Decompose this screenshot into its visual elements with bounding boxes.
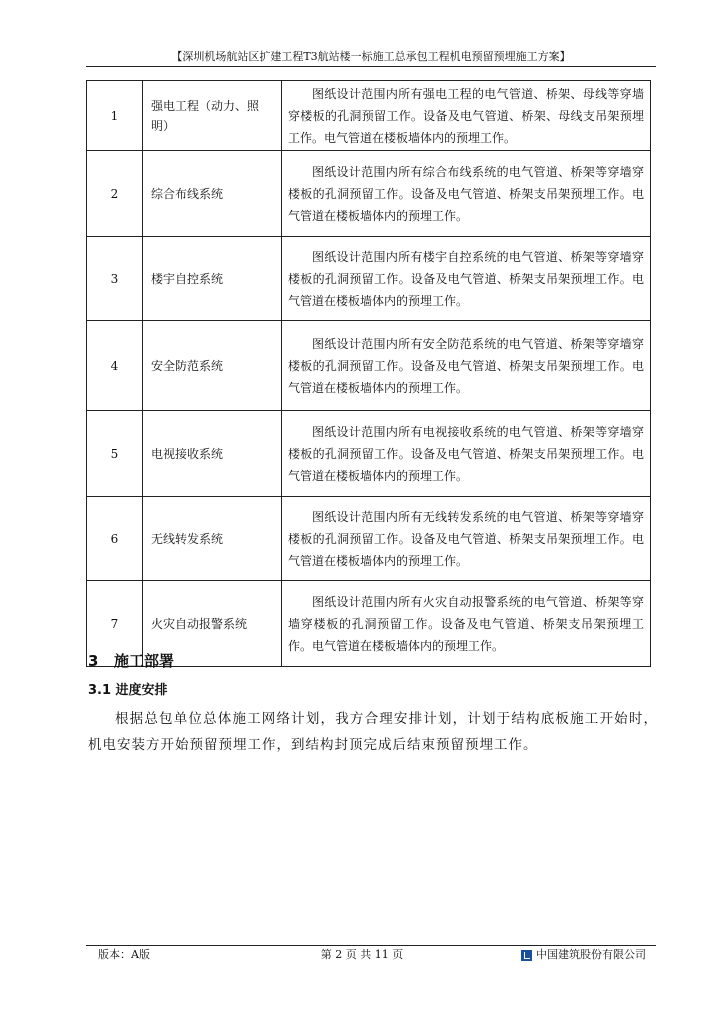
body-paragraph: 根据总包单位总体施工网络计划，我方合理安排计划，计划于结构底板施工开始时，机电安装方开始预留预埋工作，到结构封顶完成后结束预留预埋工作。	[88, 711, 658, 753]
table-row	[87, 497, 651, 581]
row-number: 5	[87, 411, 143, 497]
table-row	[87, 237, 651, 321]
system-description: 图纸设计范围内所有楼宇自控系统的电气管道、桥架等穿墙穿楼板的孔洞预留工作。设备及电气管道、桥架支吊架预埋工作。电气管道在楼板墙体内的预埋工作。	[282, 237, 651, 321]
row-number: 3	[87, 237, 143, 321]
row-number: 1	[87, 81, 143, 151]
row-number: 2	[87, 151, 143, 237]
system-name: 综合布线系统	[143, 151, 282, 237]
footer-divider	[86, 945, 656, 946]
row-number: 4	[87, 321, 143, 411]
section-number: 3	[88, 652, 99, 670]
table-row	[87, 151, 651, 237]
section-title: 施工部署	[114, 652, 175, 670]
system-description: 图纸设计范围内所有综合布线系统的电气管道、桥架等穿墙穿楼板的孔洞预留工作。设备及电气管道、桥架支吊架预埋工作。电气管道在楼板墙体内的预埋工作。	[282, 151, 651, 237]
table-row	[87, 321, 651, 411]
section-heading	[88, 650, 174, 671]
page-header: 【深圳机场航站区扩建工程T3航站楼一标施工总承包工程机电预留预埋施工方案】	[171, 50, 571, 63]
system-name: 火灾自动报警系统	[143, 581, 282, 667]
row-number: 7	[87, 581, 143, 667]
system-description: 图纸设计范围内所有强电工程的电气管道、桥架、母线等穿墙穿楼板的孔洞预留工作。设备及电气管道、桥架、母线支吊架预埋工作。电气管道在楼板墙体内的预埋工作。	[282, 81, 651, 151]
company-footer	[521, 948, 646, 962]
system-description: 图纸设计范围内所有安全防范系统的电气管道、桥架等穿墙穿楼板的孔洞预留工作。设备及电气管道、桥架支吊架预埋工作。电气管道在楼板墙体内的预埋工作。	[282, 321, 651, 411]
table-row	[87, 81, 651, 151]
subsection-heading: 3.1 进度安排	[88, 683, 168, 698]
version-label: 版本：A版	[98, 948, 150, 961]
system-description: 图纸设计范围内所有无线转发系统的电气管道、桥架等穿墙穿楼板的孔洞预留工作。设备及电气管道、桥架支吊架预埋工作。电气管道在楼板墙体内的预埋工作。	[282, 497, 651, 581]
header-divider	[86, 66, 656, 67]
system-name: 安全防范系统	[143, 321, 282, 411]
system-name: 强电工程（动力、照明）	[143, 81, 282, 151]
system-description: 图纸设计范围内所有电视接收系统的电气管道、桥架等穿墙穿楼板的孔洞预留工作。设备及电气管道、桥架支吊架预埋工作。电气管道在楼板墙体内的预埋工作。	[282, 411, 651, 497]
table-row	[87, 411, 651, 497]
row-number: 6	[87, 497, 143, 581]
company-name: 中国建筑股份有限公司	[536, 948, 646, 961]
company-logo-icon	[521, 950, 532, 961]
system-description: 图纸设计范围内所有火灾自动报警系统的电气管道、桥架等穿墙穿楼板的孔洞预留工作。设备及电气管道、桥架支吊架预埋工作。电气管道在楼板墙体内的预埋工作。	[282, 581, 651, 667]
page-number: 第 2 页 共 11 页	[320, 948, 404, 961]
system-name: 楼宇自控系统	[143, 237, 282, 321]
system-name: 无线转发系统	[143, 497, 282, 581]
system-name: 电视接收系统	[143, 411, 282, 497]
scope-table	[86, 80, 651, 667]
